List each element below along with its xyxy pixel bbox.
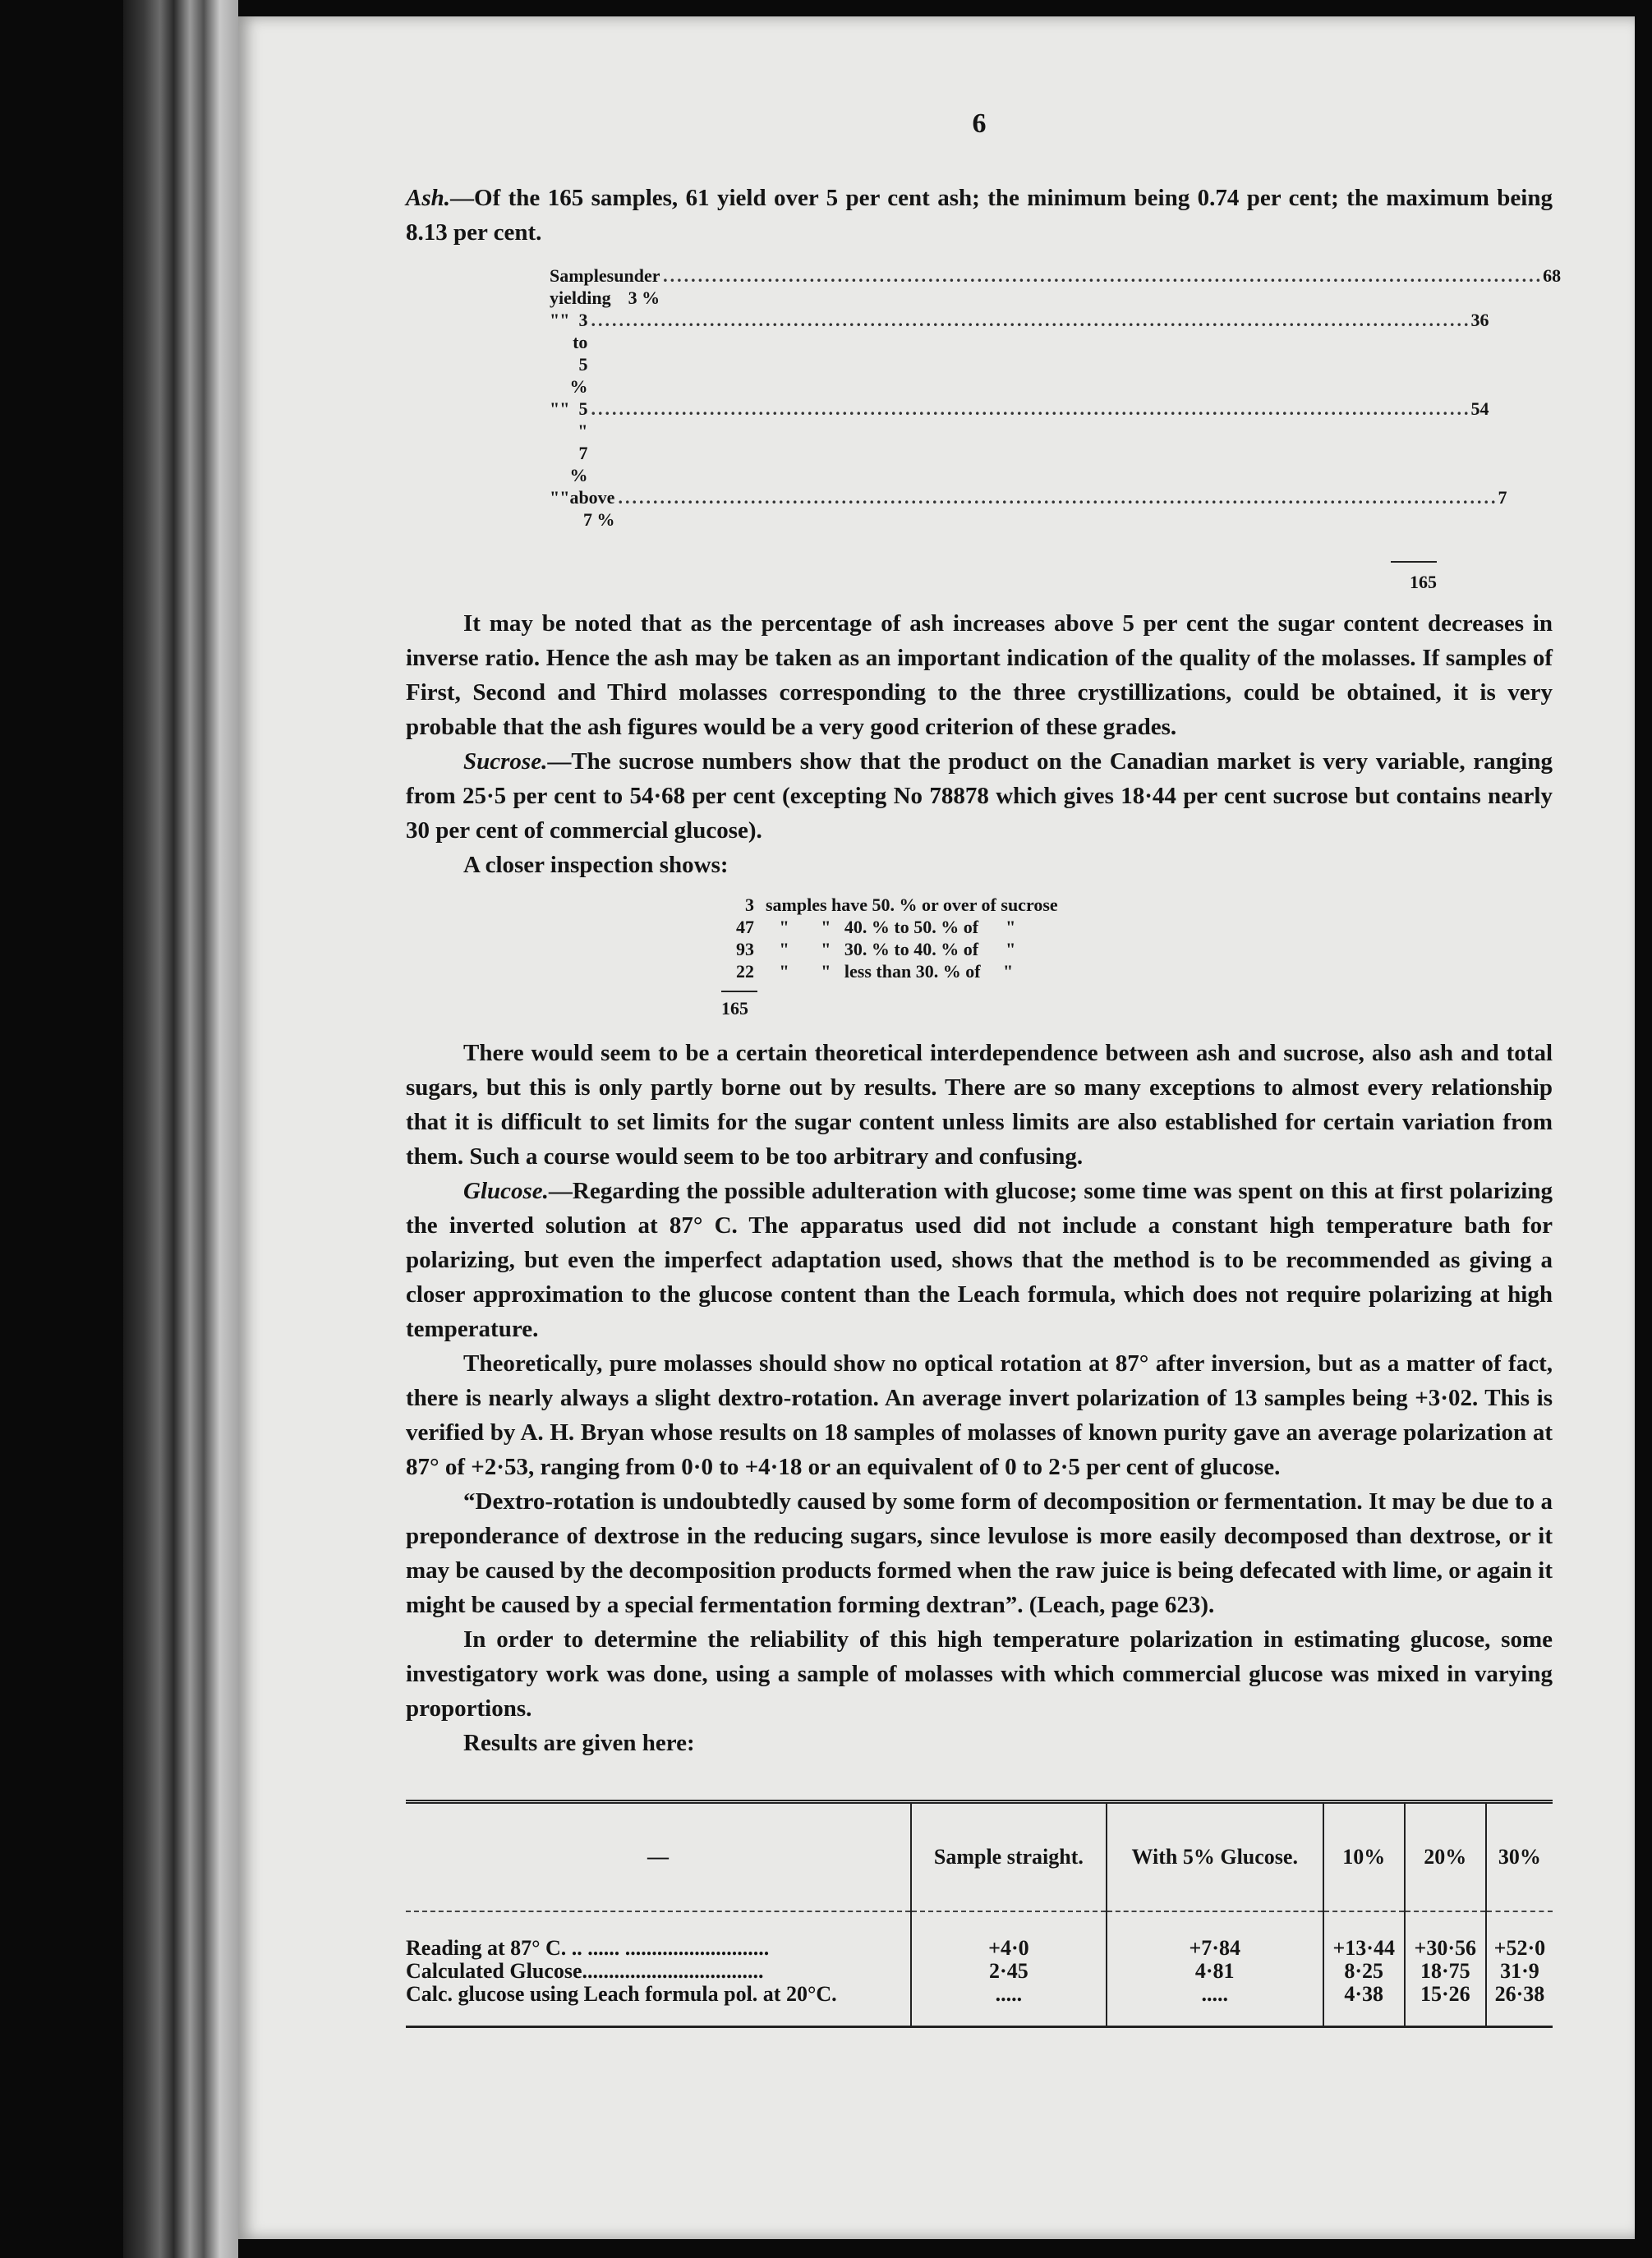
list-item: Samples yielding under 3 % .............................................................................................................................. 68 (550, 265, 1562, 308)
page-number: 6 (972, 108, 987, 139)
paragraph: There would seem to be a certain theoretical interdependence between ash and sucrose, also ash and total sugars, but this is only partly borne out by results. There are so many exceptions to almost every relationship that it is difficult to set limits for the sugar content unless limits are also established for certain variation from them. Such a course would seem to be too arbitrary and confusing. (406, 1040, 1553, 1170)
list-item: 93 " " 30. % to 40. % of " (736, 939, 1016, 959)
book-binding-edge (123, 0, 238, 2258)
list-item: 3 samples have 50. % or over of sucrose (745, 894, 1058, 915)
paragraph: In order to determine the reliability of this high temperature polarization in estimating glucose, some investigatory work was done, using a sample of molasses with which commercial glucose was mixed in varying proportions. (406, 1626, 1553, 1722)
list-item: " " above 7 % .............................................................................................................................. 7 (550, 487, 1507, 530)
sucrose-heading: Sucrose. (463, 748, 548, 775)
page-content (406, 107, 1562, 2028)
paragraph: A closer inspection shows: (463, 852, 729, 878)
column-header: — (406, 1802, 911, 1912)
ash-total-value: 165 (1410, 572, 1437, 592)
column-header: 30% (1486, 1802, 1553, 1912)
results-table (406, 1800, 1553, 2028)
list-item: " " 3 to 5 % .............................................................................................................................. 36 (550, 310, 1489, 397)
leader-dots: .............................................................................................................................. (591, 310, 1471, 330)
column-header: With 5% Glucose. (1107, 1802, 1323, 1912)
leader-dots: .............................................................................................................................. (618, 487, 1498, 508)
table-cell: +30·56 18·75 15·26 (1405, 1911, 1486, 2027)
column-header: Sample straight. (911, 1802, 1107, 1912)
ash-sample-list (550, 264, 1562, 531)
table-cell: +52·0 31·9 26·38 (1486, 1911, 1553, 2027)
list-item: " " 5 " 7 % .............................................................................................................................. 54 (550, 398, 1489, 485)
ash-heading: Ash. (406, 185, 451, 211)
row-label: Calculated Glucose.................................. (406, 1959, 764, 1983)
sucrose-total: 165 (721, 991, 757, 1019)
row-label: Reading at 87° C. .. ...... ........................... (406, 1936, 770, 1960)
list-item: 47 " " 40. % to 50. % of " (736, 917, 1016, 937)
total-rule (1391, 561, 1437, 563)
table-row (406, 1911, 1553, 2027)
paragraph: Results are given here: (463, 1730, 695, 1756)
paragraph: Theoretically, pure molasses should show no optical rotation at 87° after inversion, but as a matter of fact, there is nearly always a slight dextro-rotation. An average invert polarization of 13 samples being +3·02. This is verified by A. H. Bryan whose results on 18 samples of molasses of known purity gave an average polarization at 87° of +2·53, ranging from 0·0 to +4·18 or an equivalent of 0 to 2·5 per cent of glucose. (406, 1350, 1553, 1480)
scanned-page (238, 16, 1635, 2239)
leader-dots: .............................................................................................................................. (591, 398, 1471, 419)
glucose-heading: Glucose. (463, 1178, 549, 1204)
sucrose-sample-list (721, 894, 1553, 982)
row-label: Calc. glucose using Leach formula pol. at 20°C. (406, 1982, 837, 2006)
column-header: 20% (1405, 1802, 1486, 1912)
table-cell: +4·0 2·45 ..... (911, 1911, 1107, 2027)
list-item: 22 " " less than 30. % of " (736, 961, 1014, 982)
column-header: 10% (1323, 1802, 1405, 1912)
ash-intro: —Of the 165 samples, 61 yield over 5 per cent ash; the minimum being 0.74 per cent; the maximum being 8.13 per cent. (406, 185, 1553, 246)
leader-dots: .............................................................................................................................. (663, 265, 1544, 286)
ash-paragraph (406, 181, 1553, 250)
table-cell: +7·84 4·81 ..... (1107, 1911, 1323, 2027)
glucose-paragraph: Glucose.—Regarding the possible adulteration with glucose; some time was spent on this at first polarizing the inverted solution at 87° C. The apparatus used did not include a constant high temperature bath for polarizing, but even the imperfect adaptation used, shows that the method is to be recommended as giving a closer approximation to the glucose content than the Leach formula, which does not require polarizing at high temperature. (406, 1178, 1553, 1342)
quote-paragraph: “Dextro-rotation is undoubtedly caused by some form of decomposition or fermentation. It may be due to a preponderance of dextrose in the reducing sugars, since levulose is more easily decomposed than dextrose, or it may be caused by the decomposition products formed when the raw juice is being defecated with lime, or again it might be caused by a special fermentation forming dextran”. (Leach, page 623). (406, 1488, 1553, 1618)
row-labels-cell (406, 1911, 911, 2027)
paragraph: It may be noted that as the percentage of ash increases above 5 per cent the sugar content decreases in inverse ratio. Hence the ash may be taken as an important indication of the quality of the molasses. If samples of First, Second and Third molasses corresponding to the three crystillizations, could be obtained, it is very probable that the ash figures would be a very good criterion of these grades. (406, 610, 1553, 740)
sucrose-paragraph: Sucrose.—The sucrose numbers show that the product on the Canadian market is very variable, ranging from 25·5 per cent to 54·68 per cent (excepting No 78878 which gives 18·44 per cent sucrose but contains nearly 30 per cent of commercial glucose). (406, 748, 1553, 844)
ash-total (550, 545, 1437, 593)
table-cell: +13·44 8·25 4·38 (1323, 1911, 1405, 2027)
table-header-row (406, 1802, 1553, 1912)
